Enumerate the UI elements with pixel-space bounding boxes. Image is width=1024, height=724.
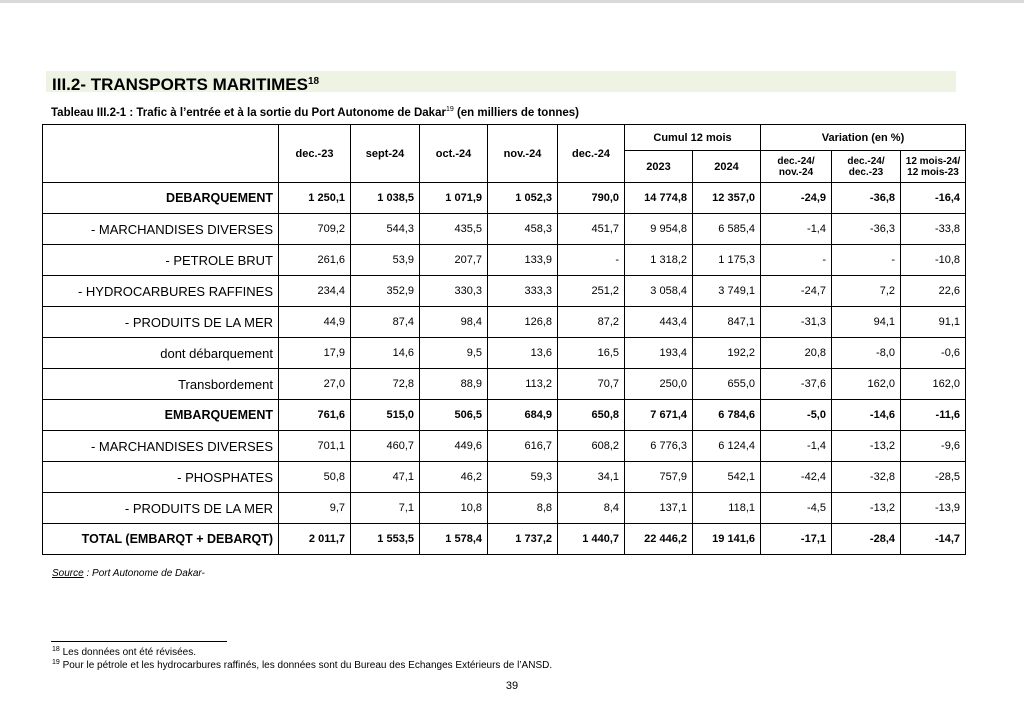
value-cell: 162,0 xyxy=(832,369,901,400)
footnote-separator xyxy=(51,641,227,642)
table-row xyxy=(43,276,966,307)
value-cell: 98,4 xyxy=(420,307,488,338)
source-text: : Port Autonome de Dakar- xyxy=(83,568,205,579)
value-cell: 6 124,4 xyxy=(693,431,761,462)
value-cell: -11,6 xyxy=(901,400,966,431)
value-cell: -24,9 xyxy=(761,183,832,214)
value-cell: 126,8 xyxy=(488,307,558,338)
value-cell: -24,7 xyxy=(761,276,832,307)
value-cell: 6 776,3 xyxy=(625,431,693,462)
value-cell: - xyxy=(832,245,901,276)
value-cell: 261,6 xyxy=(279,245,351,276)
value-cell: 44,9 xyxy=(279,307,351,338)
value-cell: 34,1 xyxy=(558,462,625,493)
header-variation-line2: dec.-23 xyxy=(848,166,884,178)
value-cell: 1 440,7 xyxy=(558,524,625,555)
header-month: dec.-24 xyxy=(558,125,625,183)
value-cell: -10,8 xyxy=(901,245,966,276)
page-top-rule xyxy=(0,0,1024,3)
source-label: Source xyxy=(52,568,84,579)
traffic-table xyxy=(42,124,966,555)
value-cell: -13,9 xyxy=(901,493,966,524)
value-cell: -16,4 xyxy=(901,183,966,214)
value-cell: -4,5 xyxy=(761,493,832,524)
value-cell: 9 954,8 xyxy=(625,214,693,245)
value-cell: 7 671,4 xyxy=(625,400,693,431)
section-heading xyxy=(46,71,956,92)
value-cell: 162,0 xyxy=(901,369,966,400)
value-cell: -28,4 xyxy=(832,524,901,555)
value-cell: 3 749,1 xyxy=(693,276,761,307)
footnote-19 xyxy=(52,659,552,671)
value-cell: -13,2 xyxy=(832,493,901,524)
value-cell: 1 737,2 xyxy=(488,524,558,555)
row-label: - MARCHANDISES DIVERSES xyxy=(43,214,279,245)
value-cell: 451,7 xyxy=(558,214,625,245)
value-cell: 847,1 xyxy=(693,307,761,338)
table-body xyxy=(43,183,966,555)
header-variation-col xyxy=(832,151,901,183)
table-row xyxy=(43,214,966,245)
row-label: EMBARQUEMENT xyxy=(43,400,279,431)
value-cell: 46,2 xyxy=(420,462,488,493)
value-cell: 87,2 xyxy=(558,307,625,338)
row-label: - PHOSPHATES xyxy=(43,462,279,493)
value-cell: 449,6 xyxy=(420,431,488,462)
value-cell: 701,1 xyxy=(279,431,351,462)
value-cell: 14,6 xyxy=(351,338,420,369)
value-cell: -36,3 xyxy=(832,214,901,245)
value-cell: 20,8 xyxy=(761,338,832,369)
value-cell: 59,3 xyxy=(488,462,558,493)
value-cell: 1 038,5 xyxy=(351,183,420,214)
row-label: DEBARQUEMENT xyxy=(43,183,279,214)
value-cell: 72,8 xyxy=(351,369,420,400)
value-cell: 27,0 xyxy=(279,369,351,400)
value-cell: 8,4 xyxy=(558,493,625,524)
value-cell: 193,4 xyxy=(625,338,693,369)
footnote-text: Pour le pétrole et les hydrocarbures raffinés, les données sont du Bureau des Echanges Extérieurs de l’ANSD. xyxy=(59,660,553,671)
row-label: - HYDROCARBURES RAFFINES xyxy=(43,276,279,307)
value-cell: 94,1 xyxy=(832,307,901,338)
value-cell: 12 357,0 xyxy=(693,183,761,214)
value-cell: 234,4 xyxy=(279,276,351,307)
value-cell: 8,8 xyxy=(488,493,558,524)
value-cell: 7,2 xyxy=(832,276,901,307)
value-cell: 506,5 xyxy=(420,400,488,431)
source-note xyxy=(52,568,205,579)
value-cell: 709,2 xyxy=(279,214,351,245)
value-cell: 684,9 xyxy=(488,400,558,431)
value-cell: 19 141,6 xyxy=(693,524,761,555)
table-caption-text: Tableau III.2-1 : Trafic à l’entrée et à la sortie du Port Autonome de Dakar xyxy=(51,107,446,119)
value-cell: 9,7 xyxy=(279,493,351,524)
value-cell: 460,7 xyxy=(351,431,420,462)
value-cell: -13,2 xyxy=(832,431,901,462)
header-variation-line1: dec.-24/ xyxy=(847,155,885,167)
value-cell: -32,8 xyxy=(832,462,901,493)
header-variation-line2: 12 mois-23 xyxy=(907,166,959,178)
header-variation-line1: dec.-24/ xyxy=(777,155,815,167)
header-variation: Variation (en %) xyxy=(761,125,966,151)
value-cell: -14,7 xyxy=(901,524,966,555)
value-cell: 330,3 xyxy=(420,276,488,307)
value-cell: 352,9 xyxy=(351,276,420,307)
table-row xyxy=(43,369,966,400)
header-variation-col xyxy=(761,151,832,183)
header-label-cell xyxy=(43,125,279,183)
value-cell: 790,0 xyxy=(558,183,625,214)
table-row xyxy=(43,493,966,524)
value-cell: 207,7 xyxy=(420,245,488,276)
section-heading-footnote-ref: 18 xyxy=(307,76,320,87)
header-variation-col xyxy=(901,151,966,183)
value-cell: 10,8 xyxy=(420,493,488,524)
header-month: nov.-24 xyxy=(488,125,558,183)
value-cell: 13,6 xyxy=(488,338,558,369)
value-cell: 251,2 xyxy=(558,276,625,307)
value-cell: 133,9 xyxy=(488,245,558,276)
value-cell: 655,0 xyxy=(693,369,761,400)
value-cell: 91,1 xyxy=(901,307,966,338)
table-caption xyxy=(51,106,579,119)
value-cell: -8,0 xyxy=(832,338,901,369)
value-cell: 1 071,9 xyxy=(420,183,488,214)
value-cell: 458,3 xyxy=(488,214,558,245)
table-row xyxy=(43,431,966,462)
value-cell: 650,8 xyxy=(558,400,625,431)
value-cell: 113,2 xyxy=(488,369,558,400)
value-cell: 192,2 xyxy=(693,338,761,369)
header-variation-line1: 12 mois-24/ xyxy=(905,155,961,167)
table-row-embarquement xyxy=(43,400,966,431)
section-heading-text: III.2- TRANSPORTS MARITIMES xyxy=(52,75,308,94)
value-cell: 118,1 xyxy=(693,493,761,524)
header-variation-line2: nov.-24 xyxy=(778,166,814,178)
header-cumul-year: 2024 xyxy=(693,151,761,183)
table-row xyxy=(43,307,966,338)
header-cumul-year: 2023 xyxy=(625,151,693,183)
value-cell: 3 058,4 xyxy=(625,276,693,307)
value-cell: 1 175,3 xyxy=(693,245,761,276)
value-cell: 757,9 xyxy=(625,462,693,493)
value-cell: 1 578,4 xyxy=(420,524,488,555)
value-cell: 70,7 xyxy=(558,369,625,400)
value-cell: 6 585,4 xyxy=(693,214,761,245)
value-cell: 333,3 xyxy=(488,276,558,307)
row-label: - PRODUITS DE LA MER xyxy=(43,307,279,338)
value-cell: - xyxy=(558,245,625,276)
value-cell: 2 011,7 xyxy=(279,524,351,555)
value-cell: 1 553,5 xyxy=(351,524,420,555)
table-row-debarquement xyxy=(43,183,966,214)
value-cell: -28,5 xyxy=(901,462,966,493)
value-cell: -5,0 xyxy=(761,400,832,431)
row-label: TOTAL (EMBARQT + DEBARQT) xyxy=(43,524,279,555)
value-cell: 542,1 xyxy=(693,462,761,493)
value-cell: -14,6 xyxy=(832,400,901,431)
footnote-18 xyxy=(52,646,196,658)
value-cell: 22,6 xyxy=(901,276,966,307)
value-cell: 435,5 xyxy=(420,214,488,245)
value-cell: 443,4 xyxy=(625,307,693,338)
value-cell: 16,5 xyxy=(558,338,625,369)
value-cell: 608,2 xyxy=(558,431,625,462)
row-label: - PETROLE BRUT xyxy=(43,245,279,276)
row-label: - PRODUITS DE LA MER xyxy=(43,493,279,524)
value-cell: 7,1 xyxy=(351,493,420,524)
value-cell: -1,4 xyxy=(761,214,832,245)
value-cell: 14 774,8 xyxy=(625,183,693,214)
value-cell: -0,6 xyxy=(901,338,966,369)
header-month: dec.-23 xyxy=(279,125,351,183)
table-row xyxy=(43,245,966,276)
value-cell: - xyxy=(761,245,832,276)
value-cell: 1 250,1 xyxy=(279,183,351,214)
value-cell: 137,1 xyxy=(625,493,693,524)
value-cell: 87,4 xyxy=(351,307,420,338)
value-cell: -42,4 xyxy=(761,462,832,493)
value-cell: -9,6 xyxy=(901,431,966,462)
footnote-number: 18 xyxy=(52,646,60,653)
value-cell: -33,8 xyxy=(901,214,966,245)
value-cell: 1 318,2 xyxy=(625,245,693,276)
value-cell: -1,4 xyxy=(761,431,832,462)
header-month: oct.-24 xyxy=(420,125,488,183)
value-cell: 761,6 xyxy=(279,400,351,431)
row-label: - MARCHANDISES DIVERSES xyxy=(43,431,279,462)
footnote-number: 19 xyxy=(52,659,60,666)
value-cell: 1 052,3 xyxy=(488,183,558,214)
value-cell: 515,0 xyxy=(351,400,420,431)
value-cell: 6 784,6 xyxy=(693,400,761,431)
header-cumul: Cumul 12 mois xyxy=(625,125,761,151)
value-cell: -36,8 xyxy=(832,183,901,214)
header-month: sept-24 xyxy=(351,125,420,183)
page-number: 39 xyxy=(505,680,519,692)
value-cell: 47,1 xyxy=(351,462,420,493)
value-cell: 9,5 xyxy=(420,338,488,369)
value-cell: -37,6 xyxy=(761,369,832,400)
value-cell: 250,0 xyxy=(625,369,693,400)
footnote-text: Les données ont été révisées. xyxy=(59,647,196,658)
value-cell: 53,9 xyxy=(351,245,420,276)
value-cell: -31,3 xyxy=(761,307,832,338)
row-label: dont débarquement xyxy=(43,338,279,369)
table-row xyxy=(43,462,966,493)
value-cell: 88,9 xyxy=(420,369,488,400)
table-caption-footnote-ref: 19 xyxy=(445,106,454,113)
value-cell: 17,9 xyxy=(279,338,351,369)
value-cell: -17,1 xyxy=(761,524,832,555)
value-cell: 50,8 xyxy=(279,462,351,493)
value-cell: 544,3 xyxy=(351,214,420,245)
value-cell: 22 446,2 xyxy=(625,524,693,555)
table-row-total xyxy=(43,524,966,555)
table-row xyxy=(43,338,966,369)
value-cell: 616,7 xyxy=(488,431,558,462)
table-caption-unit: (en milliers de tonnes) xyxy=(453,107,579,119)
row-label: Transbordement xyxy=(43,369,279,400)
